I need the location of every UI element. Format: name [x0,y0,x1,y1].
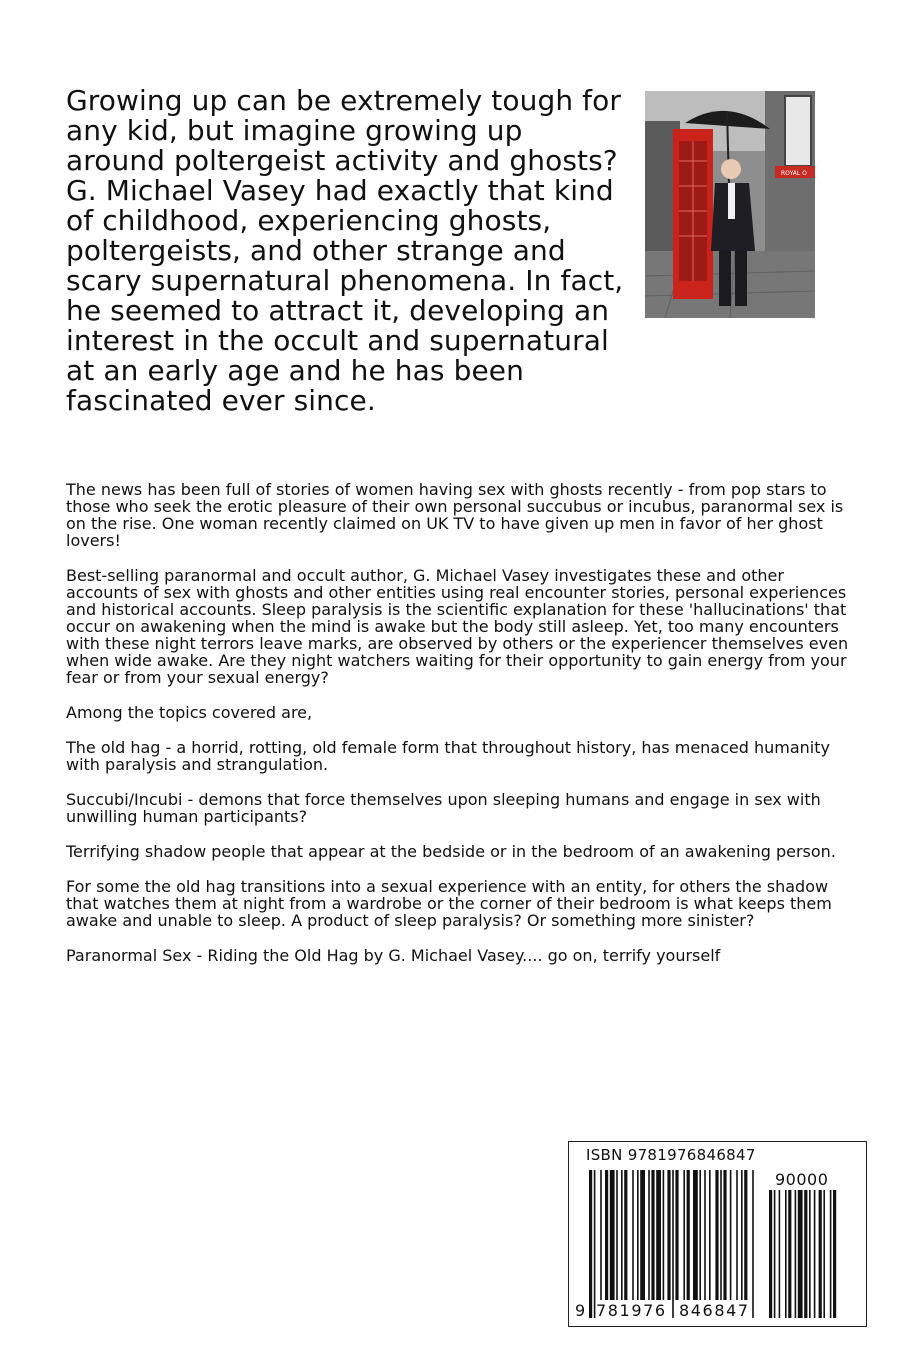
barcode-bar [651,1170,654,1300]
barcode-bar [656,1170,661,1300]
barcode-bar [779,1190,781,1318]
barcode-bar [648,1170,650,1300]
barcode-bar [683,1170,685,1300]
barcode-bar [809,1190,811,1318]
author-bio [66,86,626,416]
barcode-bar [610,1170,615,1300]
barcode-bar [640,1170,645,1300]
barcode-bar [723,1170,726,1300]
barcode-bar [774,1190,776,1318]
barcode-bar [823,1190,825,1318]
barcode-bar [798,1190,803,1318]
barcode-bar [785,1190,787,1318]
barcode-bar [769,1190,772,1318]
barcode-lead-digit: 9 [575,1301,587,1320]
description-paragraph: For some the old hag transitions into a sexual experience with an entity, for others the shadow that watches them at night from a wardrobe or the corner of their bedroom is what keeps them awake and unable to sleep. A product of sleep paralysis? Or something more sinister? [66,877,832,930]
book-description [66,481,856,982]
description-paragraph: Best-selling paranormal and occult author, G. Michael Vasey investigates these and other accounts of sex with ghosts and other entities using real encounter stories, personal experiences and historical accounts. Sleep paralysis is the scientific explanation for these 'hallucinations' that occur on awakening when the mind is awake but the body still asleep. Yet, too many encounters with these night terrors leave marks, are observed by others or the experiencer themselves even when wide awake. Are they night watchers waiting for their opportunity to gain energy from your fear or from your sexual energy? [66,566,849,687]
barcode-bar [637,1170,639,1300]
barcode-left-digits: 781976 [596,1301,667,1320]
barcode-bar [663,1170,665,1300]
author-photo-image [645,91,815,318]
barcode-bar [621,1170,623,1300]
author-bio-text: Growing up can be extremely tough for any kid, but imagine growing up around poltergeist activity and ghosts? G. Michael Vasey had exactly that kind of childhood, experiencing ghosts, poltergeists, and other strange and scary supernatural phenomena. In fact, he seemed to attract it, developing an interest in the occult and supernatural at an early age and he has been fascinated ever since. [66,84,624,417]
description-paragraph: Paranormal Sex - Riding the Old Hag by G. Michael Vasey.... go on, terrify yourself [66,946,721,965]
barcode-bar [715,1170,718,1300]
barcode-bar [594,1170,596,1318]
barcode-bar [616,1170,618,1300]
description-paragraph: The old hag - a horrid, rotting, old female form that throughout history, has menaced humanity with paralysis and strangulation. [66,738,830,774]
barcode-bar [675,1170,678,1300]
barcode-bar [720,1170,722,1300]
barcode-bar [730,1170,732,1300]
barcode-bar [667,1170,670,1300]
barcode-bar [672,1170,674,1318]
author-photo [645,91,815,318]
barcode-bar [589,1170,592,1318]
description-paragraph: The news has been full of stories of women having sex with ghosts recently - from pop stars to those who seek the erotic pleasure of their own personal succubus or incubus, paranormal sex is on the rise. One woman recently claimed on UK TV to have given up men in favor of her ghost lovers! [66,480,844,550]
barcode-bar [830,1190,832,1318]
barcode-bar [736,1170,738,1300]
isbn-barcode [568,1141,867,1327]
description-paragraph: Succubi/Incubi - demons that force themselves upon sleeping humans and engage in sex with unwilling human participants? [66,790,821,826]
barcode-bar [693,1170,698,1300]
barcode-bar [687,1170,690,1300]
barcode-bar [624,1170,627,1300]
barcode-bar [752,1170,754,1318]
barcode-right-digits: 846847 [679,1301,750,1320]
sign-text: ROYAL O [781,170,807,177]
barcode-bar [833,1190,836,1318]
barcode-bar [819,1190,822,1318]
barcode-bar [632,1170,634,1300]
barcode-bar [741,1170,743,1300]
barcode-bar [744,1170,747,1300]
barcode-bar [804,1190,807,1318]
barcode-bar [709,1170,711,1300]
barcode-addon-digits: 90000 [775,1170,829,1189]
barcode-bar [600,1170,602,1300]
barcode-bar [699,1170,701,1300]
isbn-label: ISBN 9781976846847 [586,1146,756,1164]
description-paragraph: Among the topics covered are, [66,703,313,722]
barcode-bar [795,1190,797,1318]
barcode-bar [788,1190,791,1318]
barcode-bar [605,1170,608,1300]
description-paragraph: Terrifying shadow people that appear at the bedside or in the bedroom of an awakening person. [66,842,836,861]
barcode-bar [814,1190,816,1318]
barcode-bar [704,1170,706,1300]
